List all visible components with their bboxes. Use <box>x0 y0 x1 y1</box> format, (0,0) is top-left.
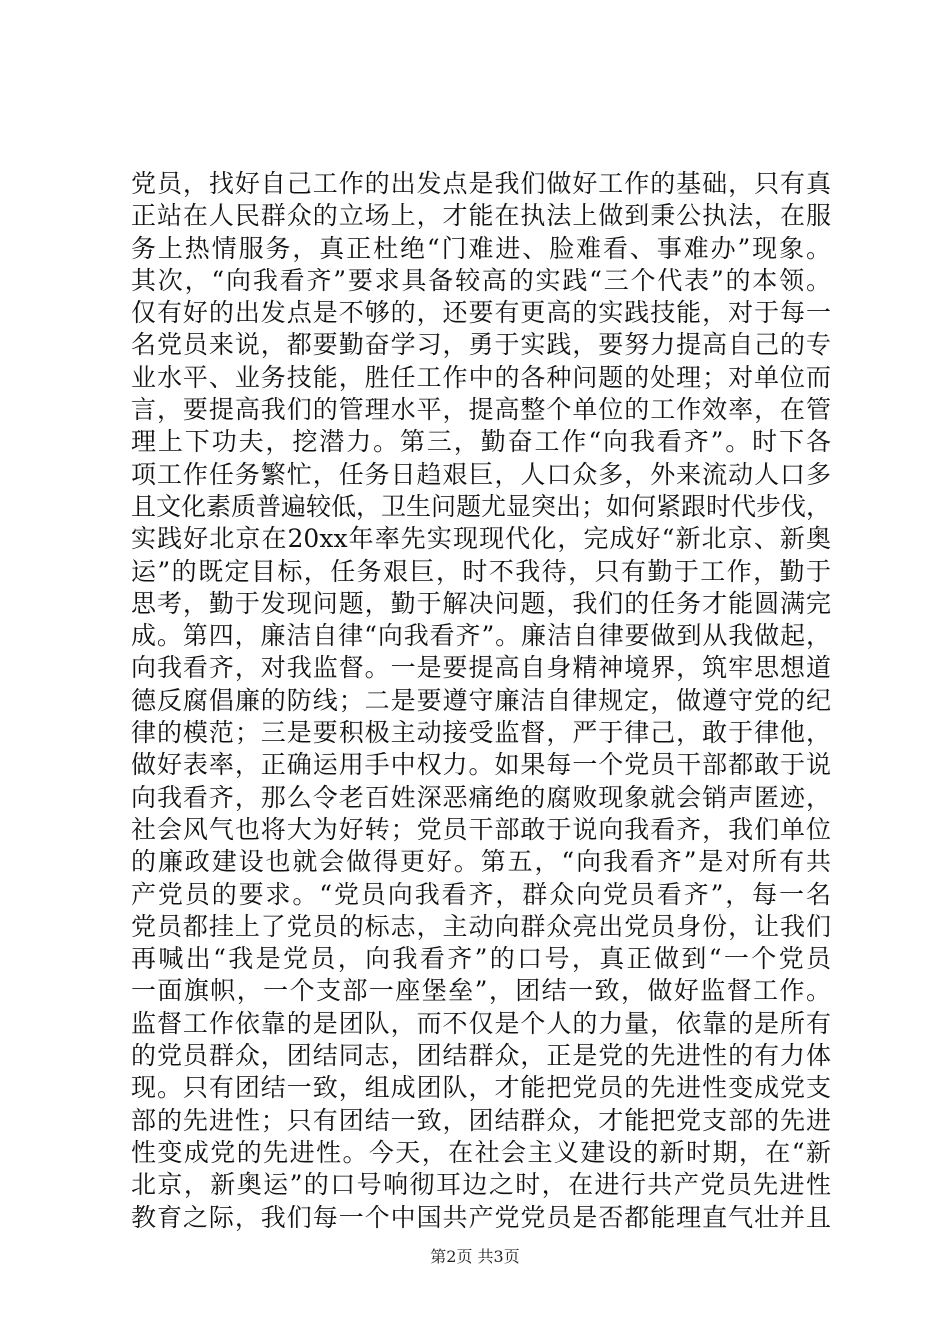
text-line: 名党员来说，都要勤奋学习，勇于实践，要努力提高自己的专 <box>131 330 831 360</box>
text-line: 党员，找好自己工作的出发点是我们做好工作的基础，只有真 <box>131 169 831 198</box>
text-line: 产党员的要求。“党员向我看齐，群众向党员看齐”，每一名 <box>131 879 831 909</box>
text-line: 向我看齐，对我监督。一是要提高自身精神境界，筑牢思想道 <box>131 653 831 683</box>
text-line: 的廉政建设也就会做得更好。第五，“向我看齐”是对所有共 <box>131 847 831 877</box>
text-line: 项工作任务繁忙，任务日趋艰巨，人口众多，外来流动人口多 <box>131 459 831 489</box>
text-line: 做好表率，正确运用手中权力。如果每一个党员干部都敢于说 <box>131 750 831 780</box>
text-line: 监督工作依靠的是团队，而不仅是个人的力量，依靠的是所有 <box>131 1008 831 1038</box>
text-line: 正站在人民群众的立场上，才能在执法上做到秉公执法，在服 <box>131 201 831 231</box>
text-line: 业水平、业务技能，胜任工作中的各种问题的处理；对单位而 <box>131 362 831 392</box>
text-line: 性变成党的先进性。今天，在社会主义建设的新时期，在“新 <box>131 1137 831 1167</box>
text-line: 德反腐倡廉的防线；二是要遵守廉洁自律规定，做遵守党的纪 <box>131 685 831 715</box>
text-line: 向我看齐，那么令老百姓深恶痛绝的腐败现象就会销声匿迹， <box>131 782 831 812</box>
text-line: 运”的既定目标，任务艰巨，时不我待，只有勤于工作，勤于 <box>131 556 831 586</box>
page-footer: 第2页 共3页 <box>430 1247 520 1266</box>
text-line: 且文化素质普遍较低，卫生问题尤显突出；如何紧跟时代步伐， <box>131 491 832 521</box>
text-line: 仅有好的出发点是不够的，还要有更高的实践技能，对于每一 <box>131 298 831 328</box>
body-text <box>131 168 831 1234</box>
text-line: 社会风气也将大为好转；党员干部敢于说向我看齐，我们单位 <box>131 814 831 844</box>
text-line: 教育之际，我们每一个中国共产党党员是否都能理直气壮并且 <box>131 1202 831 1232</box>
text-line: 其次，“向我看齐”要求具备较高的实践“三个代表”的本领。 <box>131 265 831 295</box>
text-line: 的党员群众，团结同志，团结群众，正是党的先进性的有力体 <box>131 1041 831 1071</box>
text-line: 言，要提高我们的管理水平，提高整个单位的工作效率，在管 <box>131 395 831 425</box>
text-line: 部的先进性；只有团结一致，团结群众，才能把党支部的先进 <box>131 1105 831 1135</box>
text-line: 律的模范；三是要积极主动接受监督，严于律己，敢于律他， <box>131 718 831 748</box>
text-line: 思考，勤于发现问题，勤于解决问题，我们的任务才能圆满完 <box>131 588 831 618</box>
text-line: 现。只有团结一致，组成团队，才能把党员的先进性变成党支 <box>131 1073 831 1103</box>
text-line: 实践好北京在20xx年率先实现现代化，完成好“新北京、新奥 <box>131 524 831 554</box>
text-line: 党员都挂上了党员的标志，主动向群众亮出党员身份，让我们 <box>131 911 831 941</box>
text-line: 理上下功夫，挖潜力。第三，勤奋工作“向我看齐”。时下各 <box>131 427 831 457</box>
text-line: 北京，新奥运”的口号响彻耳边之时，在进行共产党员先进性 <box>131 1170 831 1200</box>
text-line: 务上热情服务，真正杜绝“门难进、脸难看、事难办”现象。 <box>131 233 831 263</box>
text-line: 成。第四，廉洁自律“向我看齐”。廉洁自律要做到从我做起， <box>131 621 831 651</box>
text-line: 再喊出“我是党员，向我看齐”的口号，真正做到“一个党员 <box>131 944 831 974</box>
text-line: 一面旗帜，一个支部一座堡垒”，团结一致，做好监督工作。 <box>131 976 831 1006</box>
